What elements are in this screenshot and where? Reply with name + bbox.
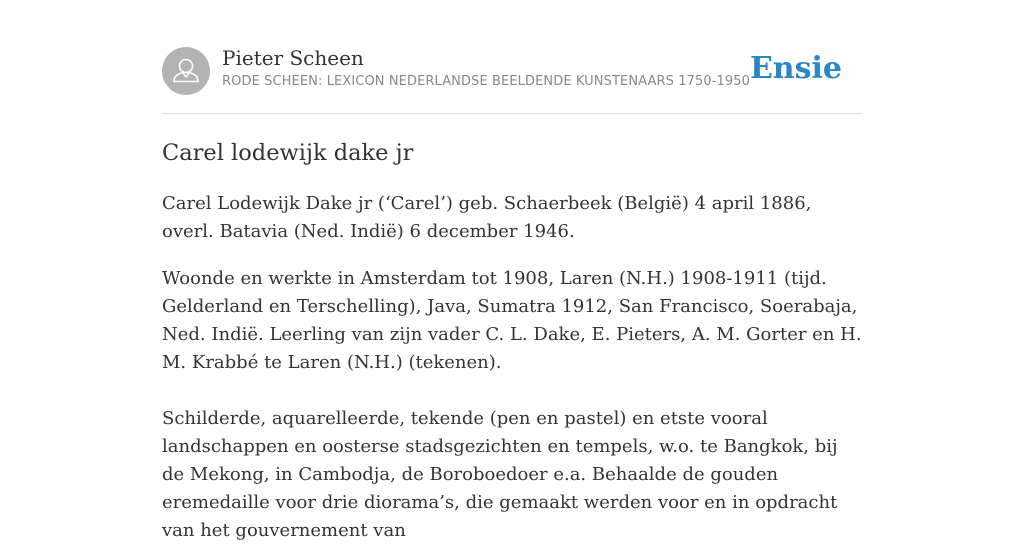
avatar[interactable]	[162, 47, 210, 95]
article-paragraph-3: Schilderde, aquarelleerde, tekende (pen en pastel) en etste vooral landschappen en oosterse stadsgezichten en tempels, w.o. te Bangkok, bij de Mekong, in Cambodja, de Boroboedoer e.a. Behaalde de gouden eremedaille voor drie diorama’s, die gemaakt werden voor en in opdracht van het gouvernement van	[162, 408, 838, 541]
article-content	[162, 134, 862, 545]
header-divider	[162, 113, 862, 114]
author-name[interactable]: Pieter Scheen	[222, 46, 364, 70]
source-title[interactable]: RODE SCHEEN: LEXICON NEDERLANDSE BEELDENDE KUNSTENAARS 1750-1950	[222, 74, 750, 89]
user-avatar-icon	[162, 47, 210, 95]
article-title: Carel lodewijk dake jr	[162, 140, 414, 166]
article-header	[162, 46, 862, 96]
article-paragraph-1: Carel Lodewijk Dake jr (‘Carel’) geb. Schaerbeek (België) 4 april 1886, overl. Batavia (Ned. Indië) 6 december 1946.	[162, 193, 812, 242]
article-paragraph-2: Woonde en werkte in Amsterdam tot 1908, Laren (N.H.) 1908-1911 (tijd. Gelderland en Terschelling), Java, Sumatra 1912, San Francisco, Soerabaja, Ned. Indië. Leerling van zijn vader C. L. Dake, E. Pieters, A. M. Gorter en H. M. Krabbé te Laren (N.H.) (tekenen).	[162, 268, 862, 373]
ensie-logo[interactable]: Ensie	[749, 51, 842, 86]
